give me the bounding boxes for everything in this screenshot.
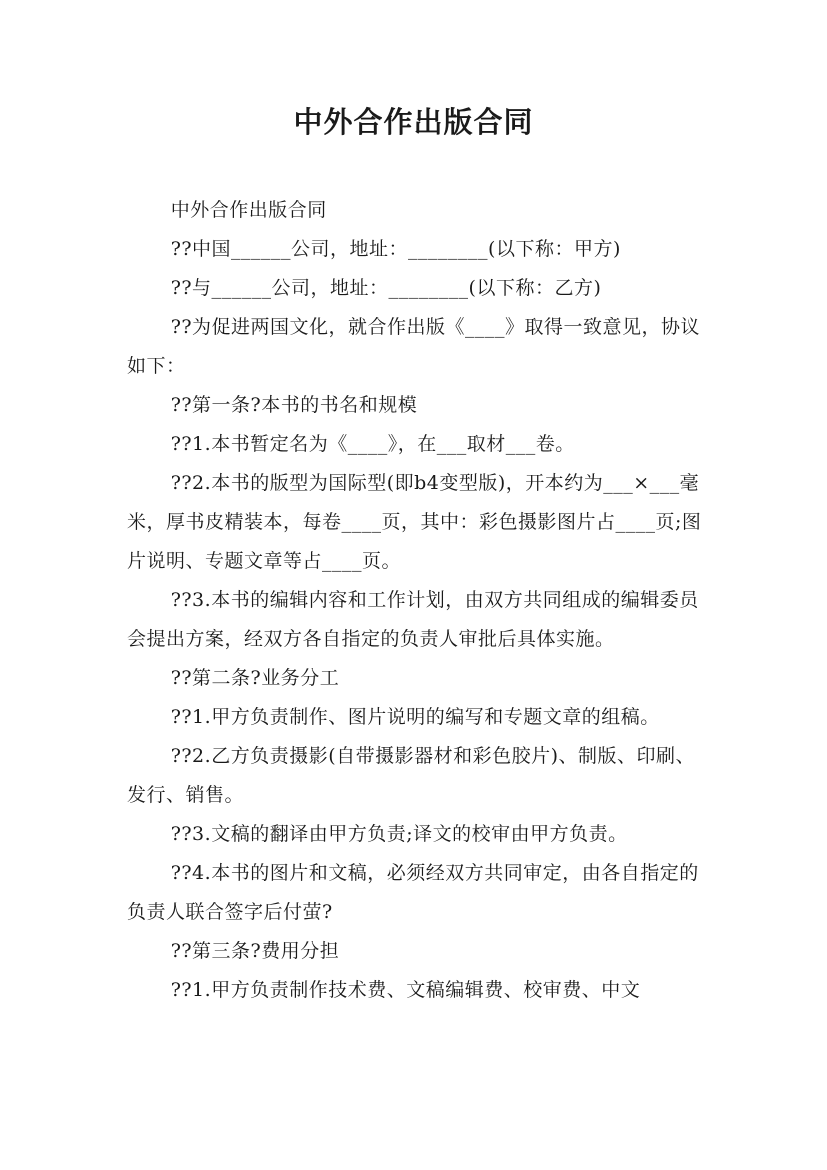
paragraph: ??1.甲方负责制作技术费、文稿编辑费、校审费、中文: [170, 979, 641, 1001]
paragraph: 中外合作出版合同: [170, 199, 327, 221]
paragraph: ??3.文稿的翻译由甲方负责;译文的校审由甲方负责。: [170, 823, 628, 845]
document-title: 中外合作出版合同: [293, 105, 534, 139]
paragraph: ??中国______公司，地址：________(以下称：甲方): [170, 238, 621, 260]
paragraph: ??为促进两国文化，就合作出版《____》取得一致意见，协议如下：: [127, 316, 701, 377]
paragraph: ??4.本书的图片和文稿，必须经双方共同审定，由各自指定的负责人联合签字后付萤?: [127, 862, 699, 923]
paragraph: ??第二条?业务分工: [170, 667, 340, 689]
paragraph: ??第三条?费用分担: [170, 940, 340, 962]
paragraph: ??2.乙方负责摄影(自带摄影器材和彩色胶片)、制版、印刷、发行、销售。: [127, 745, 696, 806]
paragraph: ??3.本书的编辑内容和工作计划，由双方共同组成的编辑委员会提出方案，经双方各自指定的负责人审批后具体实施。: [127, 589, 699, 650]
paragraph: ??2.本书的版型为国际型(即b4变型版)，开本约为___×___毫米，厚书皮精装本，每卷____页，其中：彩色摄影图片占____页;图片说明、专题文章等占____页。: [127, 472, 702, 572]
document-body: [127, 191, 707, 1010]
paragraph: ??1.甲方负责制作、图片说明的编写和专题文章的组稿。: [170, 706, 660, 728]
paragraph: ??与______公司，地址：________(以下称：乙方): [170, 277, 602, 299]
paragraph: ??1.本书暂定名为《____》，在___取材___卷。: [170, 433, 575, 455]
paragraph: ??第一条?本书的书名和规模: [170, 394, 418, 416]
